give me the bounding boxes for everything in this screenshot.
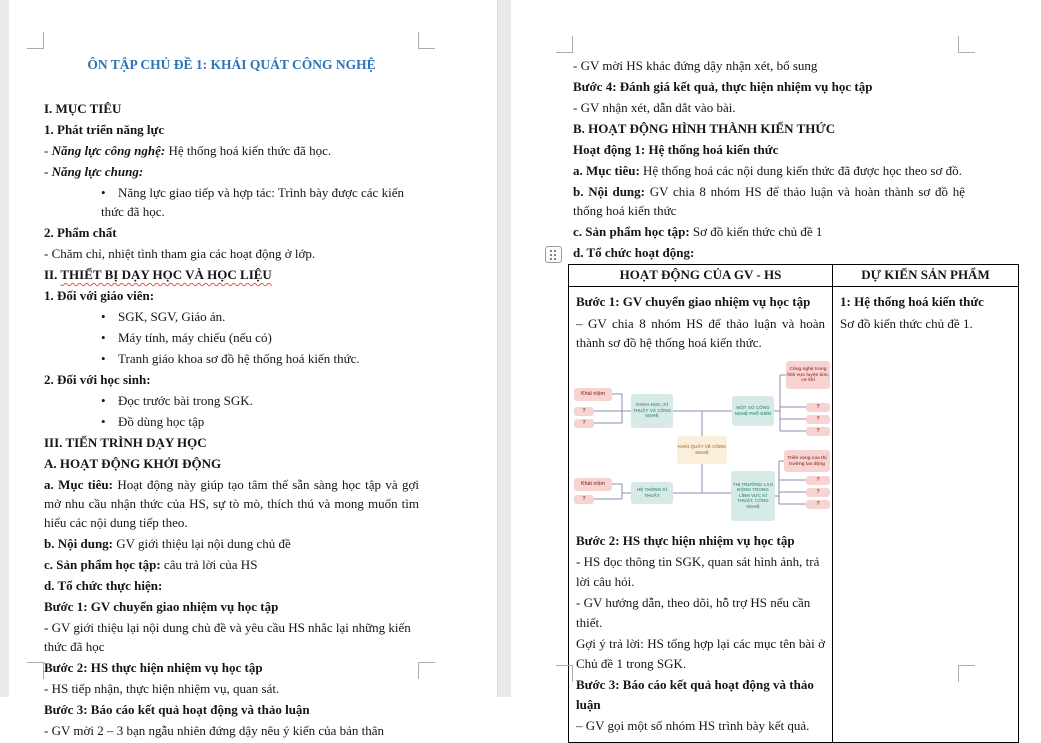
step-heading: Bước 3: Báo cáo kết quả hoạt động và thảo luận: [44, 702, 310, 717]
diagram-node-question: ?: [806, 488, 830, 497]
body-paragraph: a. Mục tiêu: Hoạt động này giúp tạo tâm thế sẵn sàng học tập và gợi mở nhu cầu nhận thức của HS, sự tò mò, thích thú và mong muốn tìm hiểu các nội dung tiếp theo.: [44, 477, 419, 530]
step-heading: Bước 4: Đánh giá kết quả, thực hiện nhiệm vụ học tập: [573, 79, 873, 94]
body-paragraph: – GV chia 8 nhóm HS để thảo luận và hoàn thành sơ đồ hệ thống hoá kiến thức.: [576, 315, 825, 350]
margin-crop-mark: [418, 32, 435, 49]
step-heading: Bước 1: GV chuyển giao nhiệm vụ học tập: [44, 599, 279, 614]
table-cell-activities: [569, 287, 833, 743]
table-header-gv-hs: HOẠT ĐỘNG CỦA GV - HS: [569, 265, 833, 287]
page-2: [511, 0, 1041, 733]
bullet-item: • Năng lực giao tiếp và hợp tác: Trình bày được các kiến thức đã học.: [101, 185, 404, 219]
step-heading: Bước 3: Báo cáo kết quả hoạt động và thảo luận: [576, 677, 814, 712]
margin-crop-mark: [27, 662, 44, 679]
body-paragraph: - HS tiếp nhận, thực hiện nhiệm vụ, quan sát.: [44, 681, 280, 696]
body-paragraph: - Chăm chỉ, nhiệt tình tham gia các hoạt động ở lớp.: [44, 246, 316, 261]
body-paragraph: - Năng lực chung:: [44, 164, 144, 179]
diagram-node-question: ?: [806, 415, 830, 424]
diagram-node-question: ?: [806, 500, 830, 509]
diagram-node-khai-niem: Khái niệm: [574, 478, 612, 491]
bullet-marker: •: [101, 185, 106, 200]
step-heading: Bước 2: HS thực hiện nhiệm vụ học tập: [576, 532, 795, 548]
diagram-node-question: ?: [806, 427, 830, 436]
table-move-handle-icon[interactable]: [545, 246, 562, 263]
section-heading: III. TIẾN TRÌNH DẠY HỌC: [44, 435, 207, 450]
section-heading: I. MỤC TIÊU: [44, 101, 122, 116]
margin-crop-mark: [556, 36, 573, 53]
body-paragraph: d. Tổ chức thực hiện:: [44, 578, 163, 593]
step-heading: Bước 1: GV chuyển giao nhiệm vụ học tập: [576, 294, 811, 309]
margin-crop-mark: [556, 665, 573, 682]
body-paragraph: - GV mời HS khác đứng dậy nhận xét, bổ sung: [573, 58, 818, 73]
diagram-branch-thi-truong: THỊ TRƯỜNG LAO ĐỘNG TRONG LĨNH VỰC KĨ THUẬT, CÔNG NGHỆ: [731, 471, 775, 521]
body-paragraph: d. Tổ chức hoạt động:: [573, 245, 695, 260]
diagram-branch-khoa-hoc: KHOA HỌC, KĨ THUẬT VÀ CÔNG NGHỆ: [631, 394, 673, 428]
body-paragraph: a. Mục tiêu: Hệ thống hoá các nội dung kiến thức đã được học theo sơ đồ.: [573, 163, 962, 178]
body-paragraph: - HS đọc thông tin SGK, quan sát hình ảnh, trả lời câu hỏi.: [576, 554, 820, 589]
sub-heading: 1. Phát triển năng lực: [44, 122, 165, 137]
bullet-item: • Đồ dùng học tập: [101, 414, 205, 429]
section-heading: B. HOẠT ĐỘNG HÌNH THÀNH KIẾN THỨC: [573, 121, 836, 136]
body-paragraph: c. Sản phẩm học tập: câu trả lời của HS: [44, 557, 258, 572]
diagram-node-question: ?: [574, 419, 594, 428]
body-paragraph: – GV gọi một số nhóm HS trình bày kết quả.: [576, 718, 810, 733]
margin-crop-mark: [418, 662, 435, 679]
diagram-node-question: ?: [806, 476, 830, 485]
doc-title: ÔN TẬP CHỦ ĐỀ 1: KHÁI QUÁT CÔNG NGHỆ: [87, 57, 376, 72]
margin-crop-mark: [27, 32, 44, 49]
body-paragraph: - GV mời 2 – 3 bạn ngẫu nhiên đứng dậy nêu ý kiến của bản thân: [44, 723, 385, 738]
bullet-item: • Đọc trước bài trong SGK.: [101, 393, 253, 408]
bullet-marker: •: [101, 351, 106, 366]
sub-heading: Hoạt động 1: Hệ thống hoá kiến thức: [573, 142, 779, 157]
body-paragraph: b. Nội dung: GV chia 8 nhóm HS để thảo luận và hoàn thành sơ đồ hệ thống hoá kiến thức: [573, 184, 966, 218]
body-paragraph: b. Nội dung: GV giới thiệu lại nội dung chủ đề: [44, 536, 291, 551]
body-paragraph: - GV hướng dẫn, theo dõi, hỗ trợ HS nếu cần thiết.: [576, 595, 811, 630]
activity-table: [568, 264, 1019, 743]
margin-crop-mark: [958, 36, 975, 53]
margin-crop-mark: [958, 665, 975, 682]
body-paragraph: Gợi ý trả lời: HS tổng hợp lại các mục tên bài ở Chủ đề 1 trong SGK.: [576, 636, 825, 671]
diagram-node-khai-niem: Khái niệm: [574, 388, 612, 401]
sub-heading: 2. Đối với học sinh:: [44, 372, 151, 387]
body-paragraph: c. Sản phẩm học tập: Sơ đồ kiến thức chủ đề 1: [573, 224, 823, 239]
bullet-marker: •: [101, 414, 106, 429]
bullet-marker: •: [101, 309, 106, 324]
sub-heading: 2. Phẩm chất: [44, 225, 117, 240]
section-heading: II. THIẾT BỊ DẠY HỌC VÀ HỌC LIỆU: [44, 267, 272, 282]
body-paragraph: - Năng lực công nghệ: Hệ thống hoá kiến thức đã học.: [44, 143, 332, 158]
diagram-branch-he-thong: HỆ THỐNG KĨ THUẬT: [631, 482, 673, 504]
diagram-node-trien-vong: Triển vọng của thị trường lao động: [784, 450, 830, 472]
bullet-marker: •: [101, 330, 106, 345]
page-1-text: [44, 55, 419, 740]
diagram-node-luyen-kim: Công nghệ trong lĩnh vực luyện kim, cơ khí: [786, 361, 830, 389]
diagram-node-question: ?: [806, 403, 830, 412]
diagram-center-node: KHÁI QUÁT VỀ CÔNG NGHỆ: [677, 436, 727, 464]
bullet-item: • SGK, SGV, Giáo án.: [101, 309, 226, 324]
page-2-text: [573, 56, 965, 262]
body-paragraph: - GV nhận xét, dẫn dắt vào bài.: [573, 100, 736, 115]
bullet-marker: •: [101, 393, 106, 408]
body-paragraph: Sơ đồ kiến thức chủ đề 1.: [840, 315, 973, 331]
diagram-node-question: ?: [574, 495, 594, 504]
page-1: [9, 0, 497, 738]
table-cell-expected-products: [833, 287, 1019, 743]
step-heading: Bước 2: HS thực hiện nhiệm vụ học tập: [44, 660, 263, 675]
mind-map-diagram: [572, 356, 832, 528]
diagram-branch-cong-nghe-pho-bien: MỘT SỐ CÔNG NGHỆ PHỔ BIẾN: [732, 396, 774, 426]
section-heading: A. HOẠT ĐỘNG KHỞI ĐỘNG: [44, 456, 222, 471]
bullet-item: • Tranh giáo khoa sơ đồ hệ thống hoá kiến thức.: [101, 351, 360, 366]
table-header-san-pham: DỰ KIẾN SẢN PHẨM: [833, 265, 1019, 287]
bullet-item: • Máy tính, máy chiếu (nếu có): [101, 330, 272, 345]
diagram-node-question: ?: [574, 407, 594, 416]
sub-heading: 1. Đối với giáo viên:: [44, 288, 155, 303]
result-heading: 1: Hệ thống hoá kiến thức: [840, 294, 984, 309]
body-paragraph: - GV giới thiệu lại nội dung chủ đề và yêu cầu HS nhắc lại những kiến thức đã học: [44, 620, 411, 654]
